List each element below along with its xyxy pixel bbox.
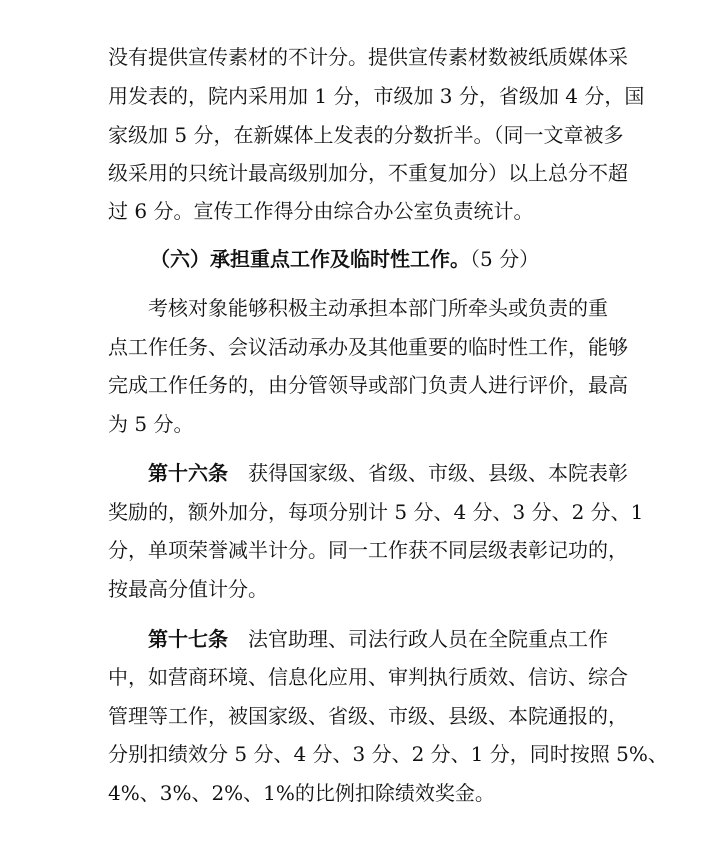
paragraph-line: 分，单项荣誉减半计分。同一工作获不同层级表彰记功的， (108, 538, 628, 562)
paragraph-line: 管理等工作，被国家级、省级、市级、县级、本院通报的， (108, 704, 628, 728)
paragraph-line: 奖励的，额外加分，每项分别计 5 分、4 分、3 分、2 分、1 (108, 500, 644, 524)
paragraph-line: 分别扣绩效分 5 分、4 分、3 分、2 分、1 分，同时按照 5%、 (108, 742, 668, 766)
paragraph-line: 用发表的，院内采用加 1 分，市级加 3 分，省级加 4 分，国 (108, 84, 645, 108)
paragraph-line: 家级加 5 分，在新媒体上发表的分数折半。（同一文章被多 (108, 123, 624, 147)
paragraph-line: 中，如营商环境、信息化应用、审判执行质效、信访、综合 (108, 665, 628, 689)
section-heading (150, 244, 570, 274)
article-17-first-line (148, 624, 608, 654)
article-text: 获得国家级、省级、市级、县级、本院表彰 (248, 461, 628, 485)
paragraph-line: 按最高分值计分。 (108, 577, 268, 601)
article-text: 法官助理、司法行政人员在全院重点工作 (248, 627, 608, 651)
article-label: 第十七条 (148, 627, 228, 651)
paragraph-line: 过 6 分。宣传工作得分由综合办公室负责统计。 (108, 199, 534, 223)
paragraph-line: 考核对象能够积极主动承担本部门所牵头或负责的重 (148, 296, 608, 320)
paragraph-line: 点工作任务、会议活动承办及其他重要的临时性工作，能够 (108, 335, 628, 359)
section-title: （六）承担重点工作及临时性工作。 (150, 247, 470, 271)
paragraph-line: 完成工作任务的，由分管领导或部门负责人进行评价，最高 (108, 373, 628, 397)
paragraph-line: 为 5 分。 (108, 412, 194, 436)
section-score: （5 分） (470, 247, 540, 271)
article-label: 第十六条 (148, 461, 228, 485)
article-16-first-line (148, 458, 628, 488)
paragraph-line: 级采用的只统计最高级别加分，不重复加分）以上总分不超 (108, 161, 628, 185)
paragraph-line: 4%、3%、2%、1%的比例扣除绩效奖金。 (108, 781, 495, 805)
paragraph-line: 没有提供宣传素材的不计分。提供宣传素材数被纸质媒体采 (108, 45, 628, 69)
